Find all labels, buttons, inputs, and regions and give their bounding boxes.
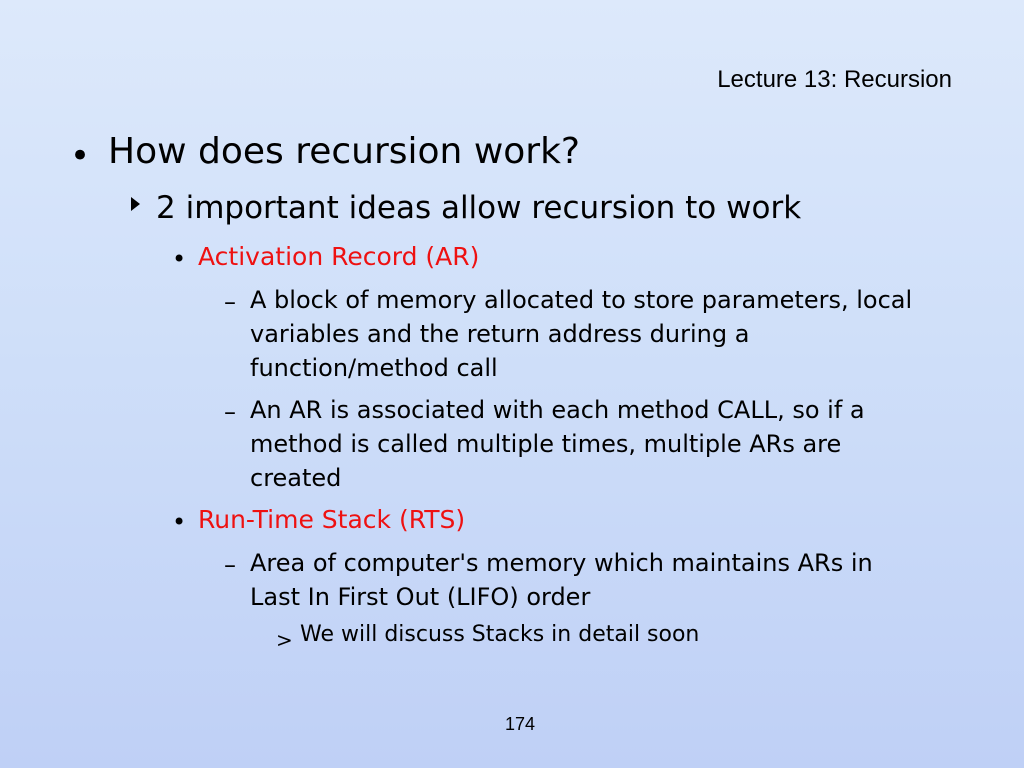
chevron-bullet-icon: > [276,628,293,652]
dash-bullet-icon: – [224,551,236,579]
ar-point-1-line-2: variables and the return address during a [250,320,750,348]
page-number: 174 [504,714,536,734]
rts-point-1-line-2: Last In First Out (LIFO) order [250,583,591,611]
subheading: 2 important ideas allow recursion to work [156,190,802,226]
activation-record-title: Activation Record (AR) [198,242,480,271]
dash-bullet-icon: – [224,288,236,316]
run-time-stack-title: Run-Time Stack (RTS) [198,505,466,534]
lecture-title: Lecture 13: Recursion [717,66,952,93]
dash-bullet-icon: – [224,398,236,426]
ar-point-1-line-3: function/method call [250,354,498,382]
bullet-icon: • [70,136,91,176]
ar-point-2-line-2: method is called multiple times, multiple ARs are [250,430,842,458]
main-heading: How does recursion work? [108,131,581,172]
rts-point-1-line-1: Area of computer's memory which maintains ARs in [250,549,873,577]
rts-subpoint: We will discuss Stacks in detail soon [300,622,700,647]
ar-point-2-line-1: An AR is associated with each method CALL, so if a [250,396,865,424]
ar-point-2-line-3: created [250,464,342,492]
bullet-icon: • [172,245,187,273]
ar-point-1-line-1: A block of memory allocated to store parameters, local [250,286,913,314]
triangle-bullet-icon [131,197,140,211]
bullet-icon: • [172,508,187,536]
